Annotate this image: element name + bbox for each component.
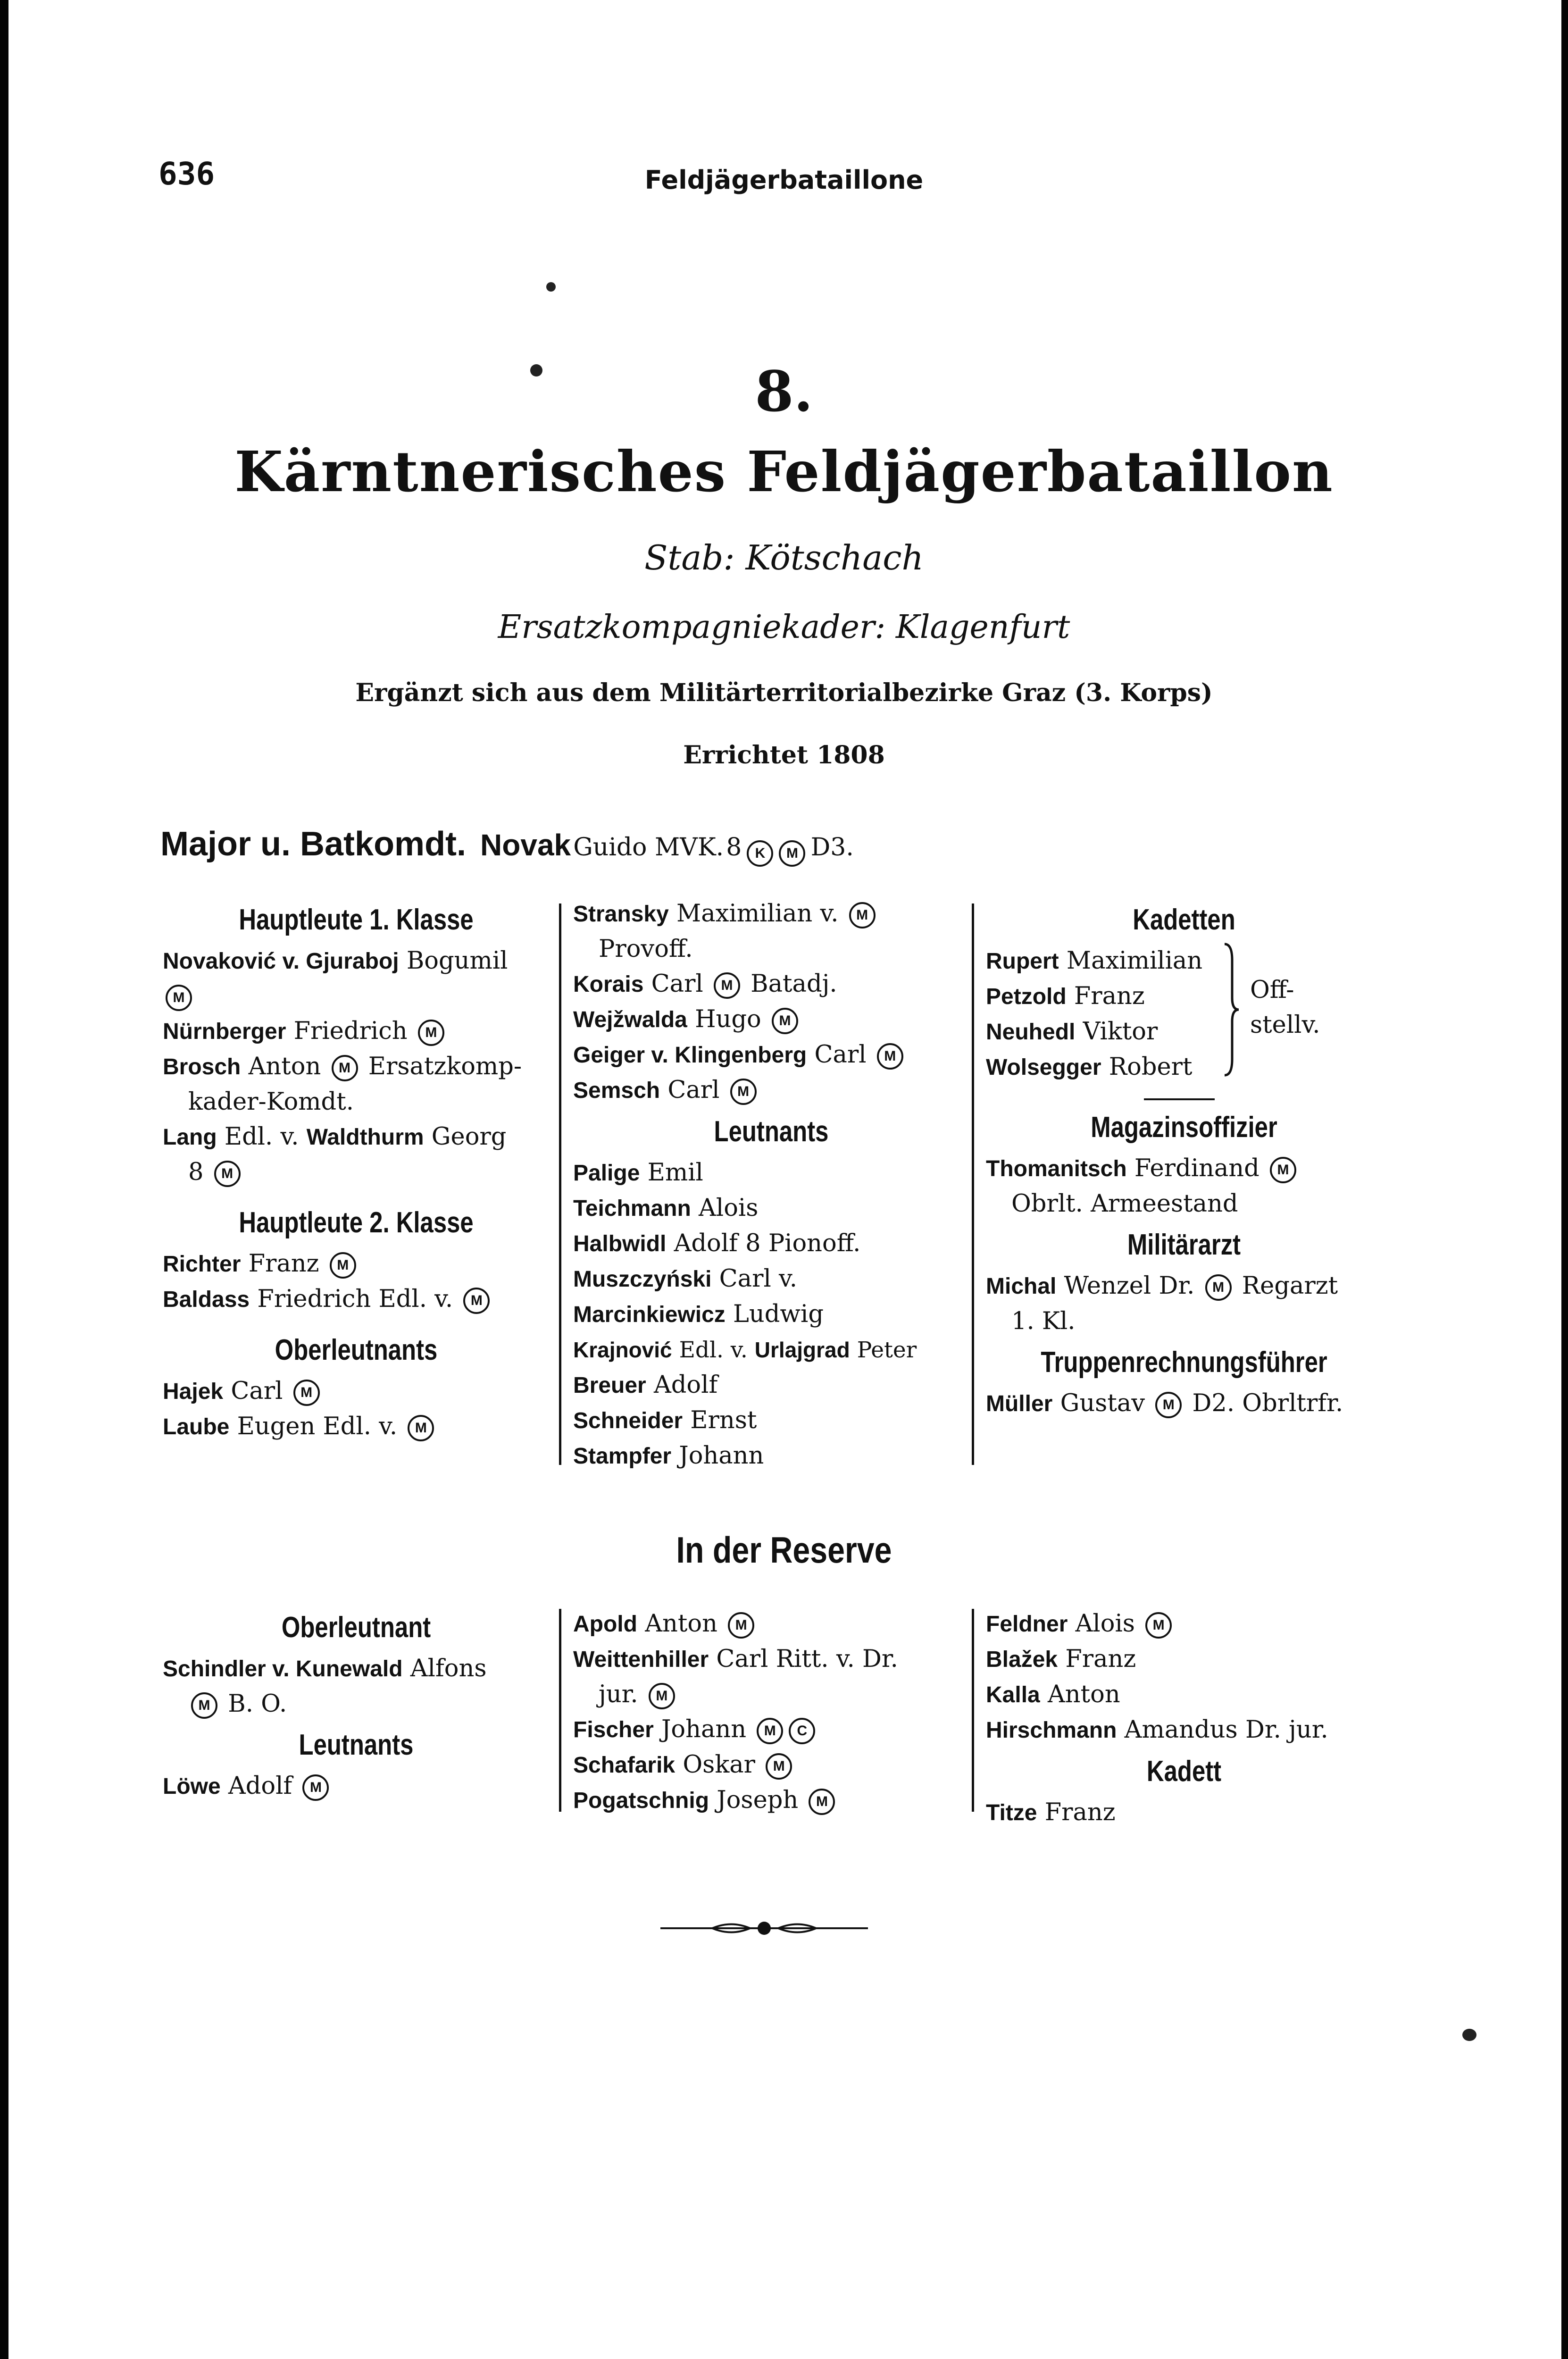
ornament-divider-icon: [660, 1916, 868, 1940]
column-divider: [972, 1609, 974, 1812]
list-item: Lang Edl. v. Waldthurm Georg: [163, 1123, 507, 1151]
list-item: Stampfer Johann: [573, 1442, 764, 1470]
list-item-cont: kader-Komdt.: [188, 1088, 354, 1116]
unit-number: 8.: [755, 359, 813, 424]
medal-icon: 8: [726, 833, 742, 862]
heading-magazinsoffizier: Magazinsoffizier: [1091, 1111, 1277, 1144]
page-number: 636: [158, 156, 215, 192]
medal-icon: 8: [745, 1230, 761, 1257]
heading-leutnants: Leutnants: [714, 1115, 829, 1148]
commander-line: [160, 825, 854, 867]
m-mark-icon: M: [332, 1055, 358, 1081]
list-item-cont: Provoff.: [599, 935, 693, 963]
list-item: Krajnović Edl. v. Urlajgrad Peter: [573, 1337, 917, 1363]
heading-kadetten: Kadetten: [1133, 903, 1235, 936]
ink-speck: [1462, 2029, 1476, 2041]
list-item: Neuhedl Viktor: [986, 1018, 1158, 1046]
reserve-column-1: [163, 1604, 550, 1804]
list-item: Feldner Alois M: [986, 1606, 1382, 1642]
column-divider: [559, 1609, 561, 1812]
list-item: Thomanitsch Ferdinand M: [986, 1151, 1382, 1187]
m-mark-icon: M: [1155, 1392, 1182, 1418]
separator-rule: [1144, 1098, 1215, 1100]
list-item: Kalla Anton: [986, 1681, 1120, 1708]
list-item: Halbwidl Adolf 8 Pionoff.: [573, 1230, 861, 1257]
list-item-cont: M B. O.: [163, 1687, 550, 1722]
list-item-cont: jur. M: [573, 1677, 969, 1712]
commander-given: Guido MVK.: [573, 833, 724, 862]
list-item: Nürnberger Friedrich M: [163, 1014, 550, 1049]
list-item: Teichmann Alois: [573, 1194, 759, 1222]
list-item: Brosch Anton M Ersatzkomp-: [163, 1053, 522, 1080]
list-item: Korais Carl M Batadj.: [573, 970, 837, 998]
list-item: Löwe Adolf M: [163, 1769, 550, 1804]
list-item: Marcinkiewicz Ludwig: [573, 1300, 824, 1328]
list-item: Semsch Carl M: [573, 1073, 969, 1108]
medal-icon: 8: [188, 1158, 204, 1186]
list-item: Wejžwalda Hugo M: [573, 1002, 969, 1037]
commander-rank: Major u. Batkomdt.: [160, 825, 467, 863]
scan-border-left: [0, 0, 8, 2359]
list-item: Müller Gustav M D2. Obrltrfr.: [986, 1389, 1343, 1417]
list-item: Geiger v. Klingenberg Carl M: [573, 1037, 969, 1073]
list-item: Schneider Ernst: [573, 1406, 757, 1434]
m-mark-icon: M: [1205, 1274, 1232, 1301]
list-item: Apold Anton M: [573, 1606, 969, 1642]
heading-truppenrechnungsfuehrer: Truppenrechnungsführer: [1041, 1346, 1327, 1379]
m-mark-icon: M: [293, 1380, 320, 1406]
m-mark-icon: M: [330, 1252, 356, 1279]
list-item: Hirschmann Amandus Dr. jur.: [986, 1716, 1328, 1744]
scan-border-right: [1561, 0, 1568, 2359]
column-divider: [559, 903, 561, 1465]
list-item: Pogatschnig Joseph M: [573, 1783, 969, 1818]
list-item-cont: Obrlt. Armeestand: [1011, 1190, 1238, 1218]
list-item: [163, 979, 550, 1014]
list-item: Stransky Maximilian v. M: [573, 896, 969, 932]
heading-leutnants: Leutnants: [299, 1729, 414, 1761]
list-item: Blažek Franz: [986, 1645, 1136, 1673]
heading-hauptleute-1: Hauptleute 1. Klasse: [239, 903, 474, 936]
m-mark-icon: M: [809, 1789, 835, 1815]
column-1: [163, 896, 550, 1445]
offstellv-note: Off- stellv.: [1250, 976, 1320, 1039]
c-mark-icon: C: [789, 1718, 815, 1744]
m-mark-icon: M: [766, 1753, 792, 1780]
column-2: [573, 896, 969, 1474]
reserve-column-3: [986, 1606, 1382, 1831]
list-item: Titze Franz: [986, 1799, 1116, 1826]
list-item-cont: 1. Kl.: [1011, 1307, 1076, 1335]
list-item: Breuer Adolf: [573, 1371, 718, 1399]
reserve-title: In der Reserve: [676, 1529, 892, 1571]
list-item: Laube Eugen Edl. v. M: [163, 1409, 550, 1445]
heading-hauptleute-2: Hauptleute 2. Klasse: [239, 1206, 474, 1239]
m-mark-icon: M: [418, 1020, 444, 1046]
list-item: Hajek Carl M: [163, 1374, 550, 1409]
ink-speck: [546, 282, 556, 292]
column-divider: [972, 903, 974, 1465]
heading-militaerarzt: Militärarzt: [1127, 1229, 1241, 1261]
m-mark-icon: M: [649, 1683, 675, 1709]
m-mark-icon: M: [302, 1774, 329, 1801]
m-mark-icon: M: [1270, 1157, 1296, 1183]
list-item: Muszczyński Carl v.: [573, 1265, 797, 1293]
list-item: Palige Emil: [573, 1159, 703, 1187]
m-mark-icon: M: [772, 1008, 798, 1034]
list-item-cont: [163, 1155, 550, 1190]
stab-line: Stab: Kötschach: [644, 538, 924, 577]
brace-icon: [1222, 941, 1241, 1078]
unit-title: Kärntnerisches Feldjägerbataillon: [234, 439, 1334, 504]
errichtet-line: Errichtet 1808: [683, 741, 885, 770]
m-mark-icon: M: [730, 1079, 757, 1105]
list-item: Schafarik Oskar M: [573, 1748, 969, 1783]
m-mark-icon: M: [408, 1415, 434, 1441]
spacer: [986, 1085, 1382, 1104]
d3-mark: D3.: [810, 833, 854, 862]
m-mark-icon: M: [463, 1288, 490, 1314]
list-item: Baldass Friedrich Edl. v. M: [163, 1282, 550, 1317]
list-item: Weittenhiller Carl Ritt. v. Dr.: [573, 1645, 898, 1673]
list-item: Schindler v. Kunewald Alfons: [163, 1655, 487, 1682]
m-mark-icon: M: [877, 1043, 903, 1070]
m-mark-icon: M: [166, 985, 192, 1011]
ersatz-line: Ersatzkompagniekader: Klagenfurt: [498, 609, 1070, 646]
m-mark-icon: M: [849, 902, 876, 929]
list-item: Wolsegger Robert: [986, 1053, 1193, 1081]
heading-oberleutnant: Oberleutnant: [281, 1611, 431, 1644]
column-3: [986, 896, 1382, 1422]
list-item: Petzold Franz: [986, 982, 1145, 1010]
reserve-column-2: [573, 1606, 969, 1818]
m-mark-icon: M: [1145, 1612, 1172, 1639]
m-mark-icon: M: [714, 972, 740, 999]
m-mark-icon: M: [728, 1612, 754, 1639]
ergaenzung-line: Ergänzt sich aus dem Militärterritorialbezirke Graz (3. Korps): [355, 678, 1213, 707]
list-item: Rupert Maximilian: [986, 947, 1203, 975]
m-mark-icon: M: [214, 1161, 241, 1187]
heading-oberleutnants: Oberleutnants: [275, 1334, 438, 1366]
m-mark-icon: M: [779, 840, 805, 867]
running-head: Feldjägerbataillone: [644, 165, 924, 195]
list-item: Novaković v. Gjuraboj Bogumil: [163, 947, 508, 975]
list-item: Fischer Johann M C: [573, 1712, 969, 1748]
k-mark-icon: K: [747, 840, 773, 867]
list-item: Richter Franz M: [163, 1246, 550, 1282]
commander-surname: Novak: [480, 828, 571, 862]
list-item: Michal Wenzel Dr. M Regarzt: [986, 1272, 1338, 1300]
heading-kadett: Kadett: [1146, 1755, 1222, 1788]
m-mark-icon: M: [191, 1692, 217, 1719]
m-mark-icon: M: [757, 1718, 783, 1744]
